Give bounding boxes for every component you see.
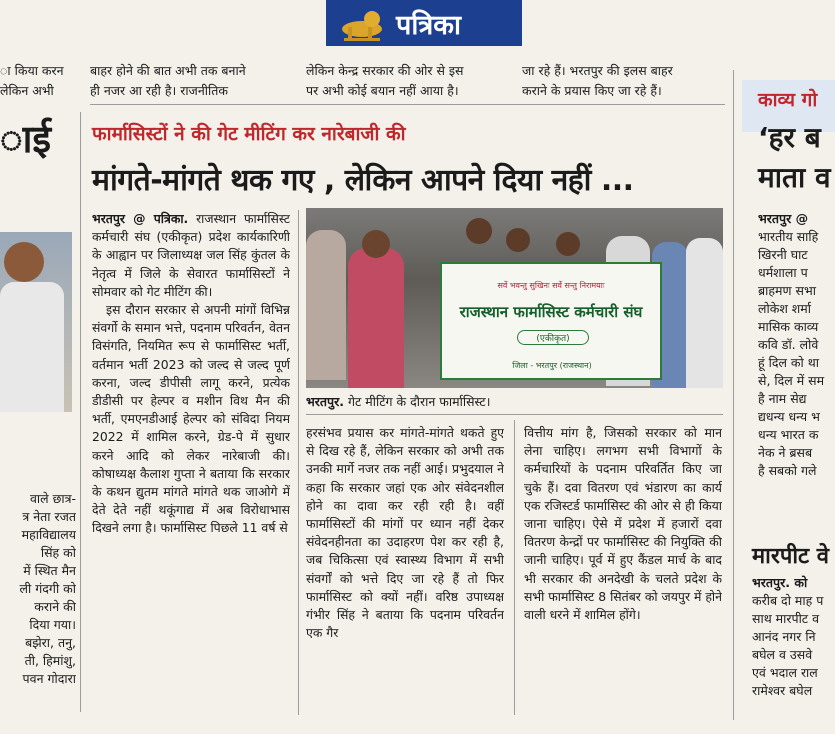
right-line: एवं भदाल राल	[752, 665, 818, 680]
left-column-divider	[80, 112, 81, 712]
association-banner	[440, 262, 662, 380]
top-c3-line-2: कराने के प्रयास किए जा रहे हैं।	[522, 83, 662, 98]
right-line: द्यधन्य धन्य भ	[758, 409, 820, 424]
left-line: ली गंदगी को	[19, 581, 76, 596]
right-line: लोकेश शर्मा	[758, 301, 811, 316]
right-line: करीब दो माह प	[752, 593, 824, 608]
left-line: त्र नेता रजत	[22, 509, 76, 524]
right-column-text-2	[752, 574, 835, 700]
right-line: है नाम सेद्य	[758, 391, 807, 406]
left-line: सिंह को	[40, 545, 76, 560]
right-line: रामेश्वर बघेल	[752, 683, 813, 698]
article-kicker: फार्मासिस्टों ने की गेट मीटिंग कर नारेबाजी की	[92, 123, 406, 145]
masthead-brand: पत्रिका	[396, 9, 461, 41]
article-paragraph-4: वित्तीय मांग है, जिसको सरकार को मान लेना चाहिए। लगभग सभी विभागों के कर्मचारियों के पदनाम परिवर्तित किए जा चुके हैं। दवा वितरण एवं भंडारण का कार्य एक रजिस्टर्ड फार्मासिस्ट की ओर से ही किया जाना चाहिए। ऐसे में प्रदेश में हजारों दवा वितरण केन्द्रों पर फार्मासिस्ट की नियुक्ति की जानी चाहिए। पूर्व में हुए कैंडल मार्च के बाद भी सरकार की अनदेखी के चलते प्रदेश के सभी फार्मासिस्ट 8 सितंबर को जयपुर में होने वाली धरने में शामिल होंगे।	[524, 425, 722, 623]
top-c2-line-2: पर अभी कोई बयान नहीं आया है।	[306, 83, 459, 98]
right-line: आनंद नगर नि	[752, 629, 816, 644]
right-column-divider	[733, 70, 734, 720]
article-dateline: भरतपुर @ पत्रिका.	[92, 211, 189, 226]
article-column-2	[306, 424, 504, 719]
photo-caption	[306, 393, 490, 410]
column-divider-1	[298, 210, 299, 715]
left-line: कराने की	[34, 599, 76, 614]
right-line: ब्राहमण सभा	[758, 283, 816, 298]
right-line: हूं दिल को था	[758, 355, 819, 370]
right-headline-line-1: ‘हर ब	[758, 121, 821, 154]
right-line: खिरनी घाट	[758, 247, 808, 262]
banner-title: राजस्थान फार्मासिस्ट कर्मचारी संघ	[459, 303, 643, 321]
column-divider-2	[514, 420, 515, 715]
right-line: है सबको गले	[758, 463, 817, 478]
article-paragraph-2: इस दौरान सरकार से अपनी मांगों विभिन्न संवर्गो के समान भत्ते, पदनाम परिवर्तन, वेतन विसंगति, नियमित रूप से फार्मासिस्ट भर्ती, वर्तमान भर्ती 2023 को जल्द से जल्द पूर्ण करना, जल्द डीपीसी लागू करने, प्रत्येक डीडीसी पर हेल्पर व मशीन विथ मैन की भर्ती, एमएनडीआई हेल्पर को संविदा नियम 2022 में शामिल करने, ग्रेड-पे में सुधार करने आदि को लेकर नारेबाजी की। कोषाध्यक्ष कैलाश गुप्ता ने बताया कि सरकार के कथन द्युतम मांगते मांगते थक जाओगे में देते देते नहीं थकूंगाद्य में अब विरोधाभास दिखने लगा है। फार्मासिस्ट पिछले 11 वर्ष से	[92, 302, 290, 536]
right-line: बघेल व उसवे	[752, 647, 813, 662]
left-line: में स्थित मैन	[23, 563, 76, 578]
top-c2-line-1: लेकिन केन्द्र सरकार की ओर से इस	[306, 63, 464, 78]
right-headline-line-2: माता व	[758, 161, 831, 194]
left-line: बझेरा, तनु,	[25, 635, 76, 650]
caption-rule	[306, 414, 723, 415]
banner-ekikrit: (एकीकृत)	[517, 330, 589, 345]
banner-district: जिला - भरतपुर (राजस्थान)	[512, 361, 592, 370]
right-subheadline: मारपीट वे	[752, 544, 830, 569]
article-paragraph	[92, 210, 290, 301]
left-portrait-photo	[0, 232, 72, 412]
left-line: दिया गया।	[29, 617, 76, 632]
lion-logo-icon	[336, 5, 388, 41]
right-line: कवि डॉ. लोवे	[758, 337, 819, 352]
article-headline: मांगते-मांगते थक गए , लेकिन आपने दिया नहीं ...	[92, 163, 634, 198]
article-paragraph-1: राजस्थान फार्मासिस्ट कर्मचारी संघ (एकीकृत) प्रदेश कार्यकारिणी के आह्वान पर जिलाध्यक्ष जल सिंह कुंतल के नेतृत्व में जिले के सेवारत फार्मासिस्टों ने सोमवार को गेट मीटिंग की।	[92, 211, 290, 299]
left-fragment-headline: ाई	[0, 117, 52, 161]
top-c3-line-1: जा रहे हैं। भरतपुर की इलस बाहर	[522, 63, 673, 78]
left-column-text	[0, 490, 76, 688]
article-paragraph-3: हरसंभव प्रयास कर मांगते-मांगते थकते हुए से दिख रहे हैं, लेकिन सरकार को अभी तक उनकी मार्गे नजर तक नहीं आई। प्रभुदयाल ने कहा कि सरकार जहां एक ओर संवेदनशील होने का दावा कर रही रही है। वहीं फार्मासिस्टों की मांगों पर ध्यान नहीं देकर संवेदनहीनता का उदाहरण पेश कर रही है, जब चिकित्सा एवं स्वास्थ्य विभाग में सभी संवर्गों को भत्ते दिए जा रहे हैं तो फिर फार्मासिस्ट को क्यों नहीं। वरिष्ठ उपाध्यक्ष गंभीर सिंह ने बताया कि पदनाम परिवर्तन एक गैर	[306, 425, 504, 641]
left-line: ती, हिमांशु,	[24, 653, 76, 668]
right-kicker: काव्य गो	[758, 89, 818, 111]
right-column-text	[758, 210, 835, 480]
left-line: पवन गोदारा	[22, 671, 76, 686]
top-c1-line-1: बाहर होने की बात अभी तक बनाने	[90, 63, 246, 78]
right-line: धर्मशाला प	[758, 265, 808, 280]
right-line: भरतपुर @	[758, 211, 809, 226]
article-top-rule	[90, 104, 725, 105]
right-line: भारतीय साहि	[758, 229, 819, 244]
left-line: वाले छात्र-	[29, 491, 76, 506]
right-line: साथ मारपीट व	[752, 611, 820, 626]
article-column-1	[92, 210, 290, 720]
right-line: नेक ने ब्रसब	[758, 445, 813, 460]
left-line: महाविद्यालय	[21, 527, 76, 542]
top-left-line-1: ा किया करन	[0, 63, 64, 78]
newspaper-masthead	[326, 0, 522, 46]
caption-text: गेट मीटिंग के दौरान फार्मासिस्ट।	[344, 394, 491, 409]
caption-place: भरतपुर.	[306, 394, 344, 409]
right-line: से, दिल में सम	[758, 373, 825, 388]
banner-motto: सर्वे भवन्तु सुखिनः सर्वे सन्तु निरामयाः	[497, 281, 605, 290]
article-column-3	[524, 424, 722, 719]
right-line: मासिक काव्य	[758, 319, 819, 334]
right-line: धन्य भारत क	[758, 427, 819, 442]
top-c1-line-2: ही नजर आ रही है। राजनीतिक	[90, 83, 228, 98]
top-left-line-2: लेकिन अभी	[0, 83, 54, 98]
right-line: भरतपुर. को	[752, 575, 808, 590]
